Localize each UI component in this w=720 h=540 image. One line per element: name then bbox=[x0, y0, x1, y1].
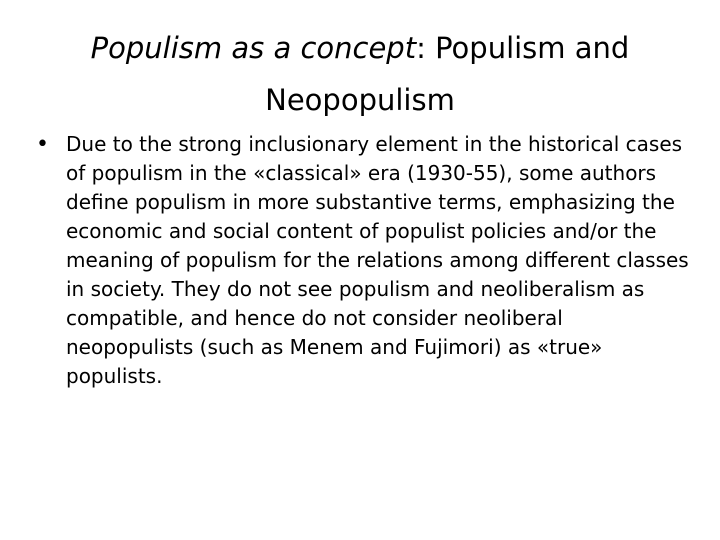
slide-title bbox=[36, 22, 684, 126]
slide-body bbox=[36, 130, 696, 391]
bullet-dot-icon: • bbox=[36, 132, 49, 157]
bullet-text: Due to the strong inclusionary element in the historical cases of populism in the «classical» era (1930-55), some authors define populism in more substantive terms, emphasizing the economic and social content of populist policies and/or the meaning of populism for the relations among different classes in society. They do not see populism and neoliberalism as compatible, and hence do not consider neoliberal neopopulists (such as Menem and Fujimori) as «true» populists. bbox=[66, 132, 689, 388]
bullet-item bbox=[36, 130, 696, 391]
slide-title-rest: : Populism and Neopopulism bbox=[265, 31, 630, 117]
slide-title-italic: Populism as a concept bbox=[90, 31, 417, 65]
